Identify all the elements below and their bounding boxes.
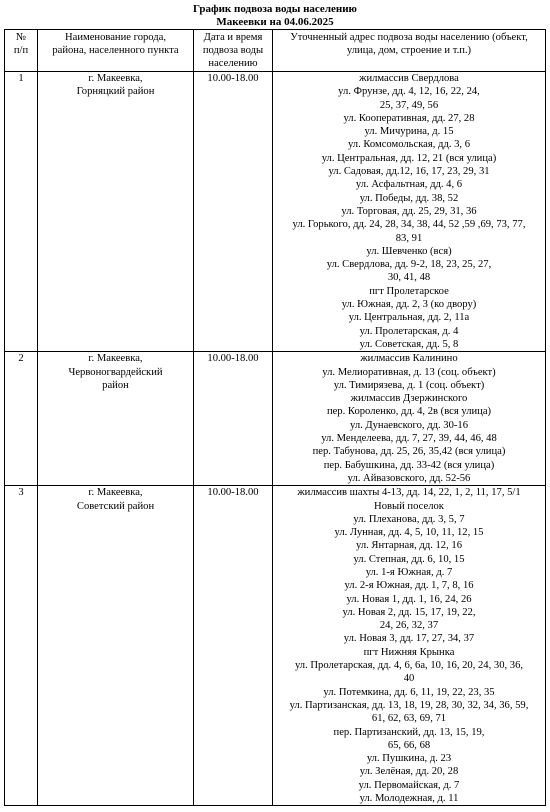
- address-line: ул. Шевченко (вся): [366, 245, 452, 257]
- address-line: пгт Нижняя Крынка: [363, 646, 455, 658]
- row-city: [38, 72, 194, 352]
- address-line: ул. Комсомольская, дд. 3, 6: [347, 139, 471, 151]
- address-line: пер. Бабушкина, дд. 33-42 (вся улица): [323, 459, 495, 471]
- address-line: ул. Лунная, дд. 4, 5, 10, 11, 12, 15: [334, 527, 484, 539]
- row-city: [38, 352, 194, 486]
- address-line: ул. Янтарная, дд. 12, 16: [355, 540, 462, 552]
- header-city: Наименование города, района, населенного пункта: [38, 30, 194, 72]
- header-address: Уточненный адрес подвоза воды населению (объект, улица, дом, строение и т.п.): [273, 30, 546, 72]
- city-line: г. Макеевка,: [88, 353, 143, 365]
- header-time: Дата и время подвоза воды населению: [194, 30, 273, 72]
- city-line: г. Макеевка,: [88, 487, 143, 499]
- city-line: Советский район: [76, 500, 155, 512]
- address-line: ул. Советская, дд. 5, 8: [359, 338, 459, 350]
- city-line: Горняцкий район: [76, 86, 155, 98]
- title-line-1: График подвоза воды населению: [193, 3, 357, 15]
- address-line: ул. Менделеева, дд. 7, 27, 39, 44, 46, 48: [321, 433, 497, 445]
- address-line: жилмассив Калинино: [360, 353, 458, 365]
- table-header-row: [5, 30, 546, 72]
- address-line: пер. Партизанский, дд. 13, 15, 19,: [333, 726, 485, 738]
- row-number: 2: [5, 352, 38, 486]
- address-line: ул. Мичурина, д. 15: [364, 126, 454, 138]
- header-num: № п/п: [5, 30, 38, 72]
- address-line: ул. Первомайская, д. 7: [358, 779, 460, 791]
- address-line: ул. Фрунзе, дд. 4, 12, 16, 22, 24,: [338, 86, 480, 98]
- address-line: ул. Центральная, дд. 2, 11а: [348, 312, 470, 324]
- address-line: 65, 66, 68: [387, 739, 431, 751]
- address-line: 30, 41, 48: [387, 272, 431, 284]
- address-line: Новый поселок: [374, 500, 444, 512]
- address-line: ул. Садовая, дд.12, 16, 17, 23, 29, 31: [328, 166, 490, 178]
- address-line: ул. Торговая, дд. 25, 29, 31, 36: [341, 205, 477, 217]
- address-line: ул. Айвазовского, дд. 52-56: [347, 472, 471, 484]
- row-address: [273, 72, 546, 352]
- title-line-2: Макеевки на 04.06.2025: [216, 15, 334, 28]
- row-address: [273, 486, 546, 806]
- address-line: ул. Асфальтная, дд. 4, 6: [355, 179, 463, 191]
- address-line: 83, 91: [395, 232, 423, 244]
- address-line: ул. Мелиоративная, д. 13 (соц. объект): [322, 366, 496, 378]
- address-line: ул. 1-я Южная, д. 7: [365, 566, 453, 578]
- address-line: 40: [403, 673, 415, 685]
- address-line: жилмассив Свердлова: [359, 73, 459, 84]
- address-line: ул. Новая 3, дд. 17, 27, 34, 37: [343, 633, 475, 645]
- city-line: Червоногвардейский: [68, 366, 163, 378]
- row-time: 10.00-18.00: [194, 486, 273, 806]
- address-line: ул. Южная, дд. 2, 3 (ко двору): [341, 299, 477, 311]
- row-city: [38, 486, 194, 806]
- address-line: ул. Плеханова, дд. 3, 5, 7: [353, 513, 465, 525]
- row-number: 1: [5, 72, 38, 352]
- address-line: ул. Победы, дд. 38, 52: [359, 192, 459, 204]
- address-line: пер. Короленко, дд. 4, 2в (вся улица): [326, 406, 492, 418]
- address-line: ул. Зелёная, дд. 20, 28: [359, 766, 459, 778]
- address-line: ул. Партизанская, дд. 13, 18, 19, 28, 30, 32, 34, 36, 59,: [289, 699, 529, 711]
- address-line: ул. Свердлова, дд. 9-2, 18, 23, 25, 27,: [326, 259, 492, 271]
- address-line: ул. Пролетарская, д. 4: [359, 325, 459, 337]
- address-line: пер. Табунова, дд. 25, 26, 35,42 (вся улица): [312, 446, 506, 458]
- address-line: 61, 62, 63, 69, 71: [371, 713, 447, 725]
- address-line: 25, 37, 49, 56: [379, 99, 439, 111]
- city-line: район: [102, 379, 129, 391]
- table-row: [5, 72, 546, 352]
- water-schedule-table: [4, 29, 546, 806]
- row-time: 10.00-18.00: [194, 72, 273, 352]
- address-line: ул. 2-я Южная, дд. 1, 7, 8, 16: [344, 580, 474, 592]
- address-line: ул. Новая 1, дд. 1, 16, 24, 26: [346, 593, 472, 605]
- address-line: ул. Тимирязева, д. 1 (соц. объект): [333, 379, 485, 391]
- address-line: жилмассив Дзержинского: [350, 393, 468, 405]
- address-line: ул. Дунаевского, дд. 30-16: [349, 419, 469, 431]
- address-line: ул. Центральная, дд. 12, 21 (вся улица): [321, 152, 497, 164]
- address-line: ул. Кооперативная, дд. 27, 28: [343, 112, 475, 124]
- address-line: жилмассив шахты 4-13, дд. 14, 22, 1, 2, 11, 17, 5/1: [297, 487, 521, 499]
- row-time: 10.00-18.00: [194, 352, 273, 486]
- row-address: [273, 352, 546, 486]
- row-number: 3: [5, 486, 38, 806]
- city-line: г. Макеевка,: [88, 73, 143, 84]
- address-line: ул. Пролетарская, дд. 4, 6, 6а, 10, 16, 20, 24, 30, 36,: [294, 660, 524, 672]
- address-line: 24, 26, 32, 37: [379, 620, 439, 632]
- address-line: ул. Степная, дд. 6, 10, 15: [353, 553, 465, 565]
- address-line: ул. Горького, дд. 24, 28, 34, 38, 44, 52 ,59 ,69, 73, 77,: [292, 219, 526, 231]
- table-row: [5, 486, 546, 806]
- address-line: ул. Потемкина, дд. 6, 11, 19, 22, 23, 35: [323, 686, 495, 698]
- document-title: [0, 0, 550, 28]
- address-line: ул. Пушкина, д. 23: [366, 753, 452, 765]
- address-line: ул. Молодежная, д. 11: [359, 793, 459, 805]
- address-line: ул. Новая 2, дд. 15, 17, 19, 22,: [342, 606, 476, 618]
- table-row: [5, 352, 546, 486]
- address-line: пгт Пролетарское: [369, 285, 449, 297]
